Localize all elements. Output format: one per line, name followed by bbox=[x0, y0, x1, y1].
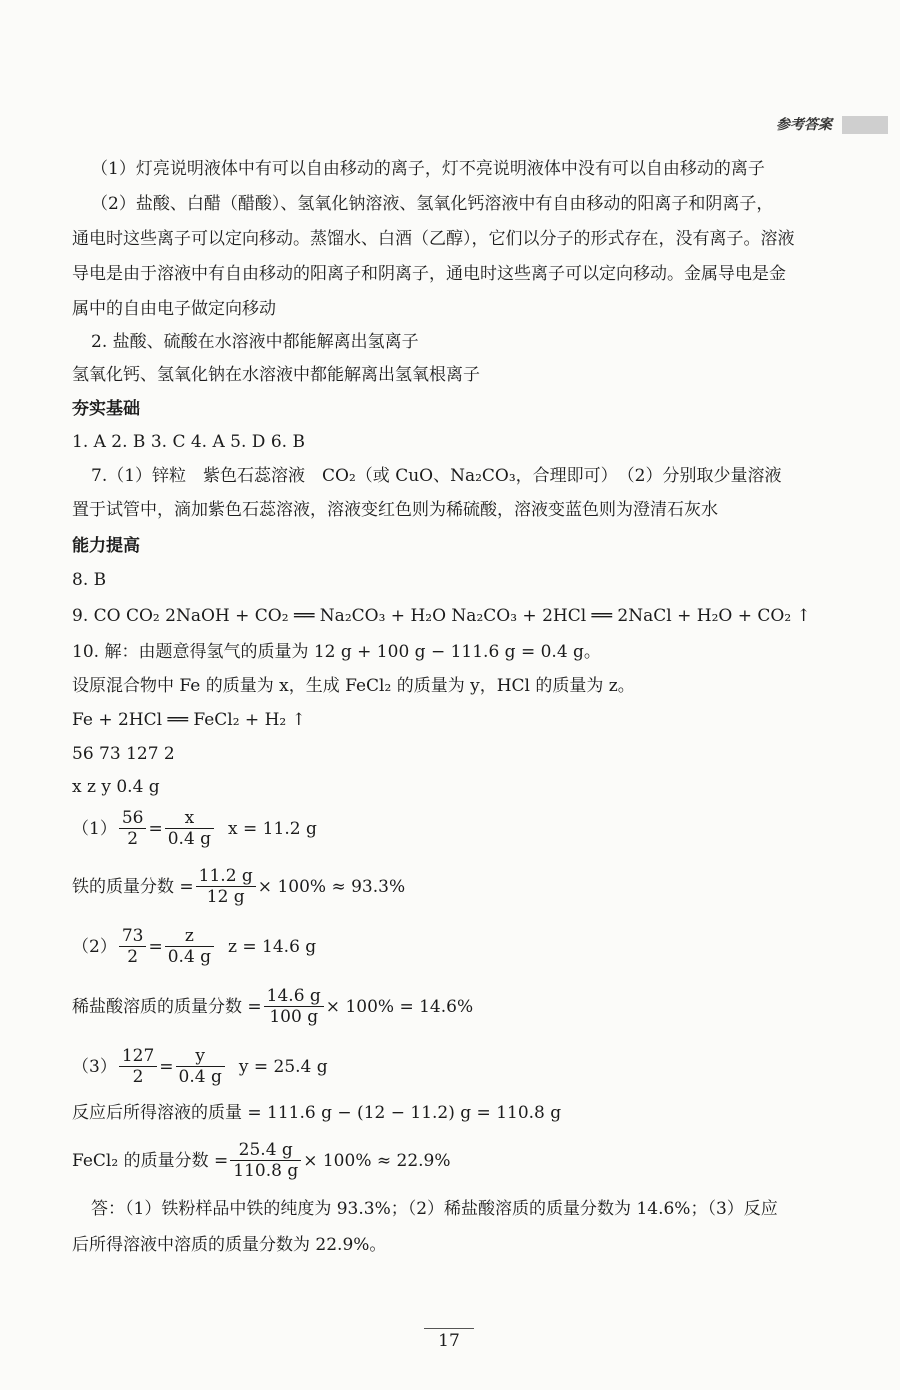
formula-result: x = 11.2 g bbox=[228, 818, 317, 839]
formula-row bbox=[72, 808, 317, 849]
formula-label: （3） bbox=[72, 1056, 117, 1077]
fraction: $\frac{127}{2}$ bbox=[119, 1046, 157, 1087]
equals-sign: = bbox=[159, 1056, 174, 1077]
fraction: $\frac{56}{2}$ bbox=[119, 808, 147, 849]
answer-line: x z y 0.4 g bbox=[72, 777, 160, 797]
formula-result: × 100% = 14.6% bbox=[325, 996, 474, 1017]
answer-line: 1. A 2. B 3. C 4. A 5. D 6. B bbox=[72, 432, 305, 452]
formula-result: × 100% ≈ 22.9% bbox=[303, 1150, 451, 1171]
answer-line: 56 73 127 2 bbox=[72, 744, 175, 764]
answer-line: （2）盐酸、白醋（醋酸）、氢氧化钠溶液、氢氧化钙溶液中有自由移动的阳离子和阴离子， bbox=[91, 194, 774, 214]
formula-result: y = 25.4 g bbox=[238, 1056, 328, 1077]
fraction: $\frac{11.2 g}{12 g}$ bbox=[196, 866, 256, 907]
equals-sign: = bbox=[148, 818, 163, 839]
fraction: $\frac{x}{0.4 g}$ bbox=[165, 808, 214, 849]
answer-line: 7.（1）锌粒 紫色石蕊溶液 CO₂（或 CuO、Na₂CO₃，合理即可） （2）分别取少量溶液 bbox=[91, 466, 782, 486]
answer-line: 氢氧化钙、氢氧化钠在水溶液中都能解离出氢氧根离子 bbox=[72, 365, 480, 385]
formula-row bbox=[72, 1046, 328, 1087]
answer-line: 通电时这些离子可以定向移动。蒸馏水、白酒（乙醇），它们以分子的形式存在，没有离子。溶液 bbox=[72, 229, 795, 249]
answer-line: 反应后所得溶液的质量 = 111.6 g − (12 − 11.2) g = 110.8 g bbox=[72, 1103, 562, 1123]
formula-row bbox=[72, 986, 473, 1027]
formula-row bbox=[72, 1140, 451, 1181]
formula-label: 稀盐酸溶质的质量分数 = bbox=[72, 996, 262, 1017]
formula-label: FeCl₂ 的质量分数 = bbox=[72, 1150, 229, 1171]
answer-line: 8. B bbox=[72, 570, 107, 590]
fraction: $\frac{y}{0.4 g}$ bbox=[176, 1046, 225, 1087]
header-label: 参考答案 bbox=[776, 117, 832, 133]
answer-line: 设原混合物中 Fe 的质量为 x，生成 FeCl₂ 的质量为 y，HCl 的质量为 z。 bbox=[72, 676, 635, 696]
fraction: $\frac{z}{0.4 g}$ bbox=[165, 926, 214, 967]
header-bar bbox=[842, 116, 888, 134]
fraction: $\frac{25.4 g}{110.8 g}$ bbox=[230, 1140, 301, 1181]
answer-line: 后所得溶液中溶质的质量分数为 22.9%。 bbox=[72, 1235, 387, 1255]
formula-label: （2） bbox=[72, 936, 117, 957]
fraction: $\frac{14.6 g}{100 g}$ bbox=[264, 986, 324, 1027]
answer-line: 10. 解：由题意得氢气的质量为 12 g + 100 g − 111.6 g = 0.4 g。 bbox=[72, 642, 601, 662]
section-heading: 夯实基础 bbox=[72, 399, 140, 419]
answer-line: 答：（1）铁粉样品中铁的纯度为 93.3%；（2）稀盐酸溶质的质量分数为 14.6%；（3）反应 bbox=[91, 1199, 778, 1219]
chemical-equation: Fe + 2HCl ══ FeCl₂ + H₂ ↑ bbox=[72, 710, 306, 730]
answer-line: 2. 盐酸、硫酸在水溶液中都能解离出氢离子 bbox=[91, 332, 419, 352]
chemical-equation: 9. CO CO₂ 2NaOH + CO₂ ══ Na₂CO₃ + H₂O Na₂CO₃ + 2HCl ══ 2NaCl + H₂O + CO₂ ↑ bbox=[72, 606, 811, 626]
formula-row bbox=[72, 926, 316, 967]
answer-line: 置于试管中，滴加紫色石蕊溶液，溶液变红色则为稀硫酸，溶液变蓝色则为澄清石灰水 bbox=[72, 500, 718, 520]
formula-result: × 100% ≈ 93.3% bbox=[257, 876, 406, 897]
equals-sign: = bbox=[148, 936, 163, 957]
formula-label: 铁的质量分数 = bbox=[72, 876, 194, 897]
formula-result: z = 14.6 g bbox=[228, 936, 317, 957]
formula-row bbox=[72, 866, 405, 907]
page-number: 17 bbox=[424, 1328, 474, 1351]
fraction: $\frac{73}{2}$ bbox=[119, 926, 147, 967]
answer-line: （1）灯亮说明液体中有可以自由移动的离子，灯不亮说明液体中没有可以自由移动的离子 bbox=[91, 159, 765, 179]
answer-line: 属中的自由电子做定向移动 bbox=[72, 299, 276, 319]
section-heading: 能力提高 bbox=[72, 536, 140, 556]
formula-label: （1） bbox=[72, 818, 117, 839]
answer-line: 导电是由于溶液中有自由移动的阳离子和阴离子，通电时这些离子可以定向移动。金属导电是金 bbox=[72, 264, 786, 284]
